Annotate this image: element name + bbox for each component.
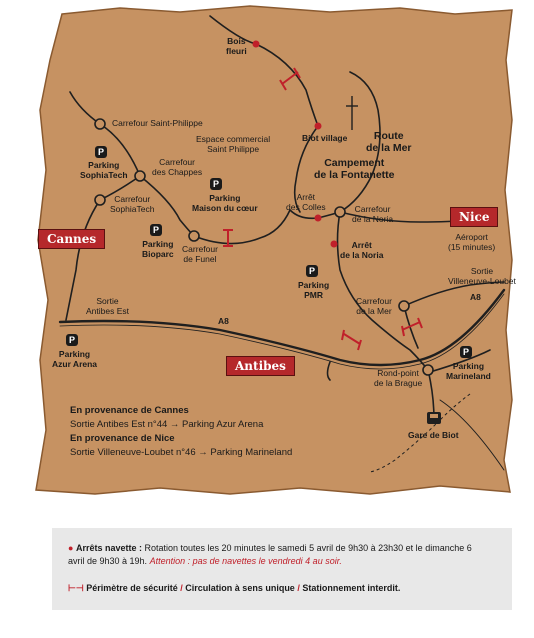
city-nice: Nice xyxy=(450,207,498,227)
legend-panel xyxy=(52,528,512,610)
label-espace-commercial: Espace commercial Saint Philippe xyxy=(196,134,271,154)
instruction-cannes-text: Sortie Antibes Est n°44 → Parking Azur Arena xyxy=(70,419,264,430)
label-route-mer: Route de la Mer xyxy=(366,130,412,154)
legend-shuttle-warning: Attention : pas de navettes le vendredi 4 au soir. xyxy=(149,556,342,566)
label-biot-village: Biot village xyxy=(302,133,348,143)
legend-shuttle-text: Rotation toutes les 20 minutes le samedi 5 avril de 9h30 à 23h30 et le xyxy=(144,543,423,553)
label-carrefour-mer: Carrefour de la Mer xyxy=(356,296,392,316)
label-sortie-antibes: Sortie Antibes Est xyxy=(86,296,129,316)
label-sortie-villeneuve: Sortie Villeneuve-Loubet xyxy=(448,266,516,286)
label-parking-marineland: Parking Marineland xyxy=(446,361,491,381)
parking-icon: P xyxy=(210,178,222,190)
label-carrefour-st-philippe: Carrefour Saint-Philippe xyxy=(112,118,203,128)
shuttle-stop-bois-fleuri xyxy=(253,41,260,48)
legend-perimeter xyxy=(68,582,508,595)
label-parking-azur-arena: Parking Azur Arena xyxy=(52,349,98,369)
label-aeroport: Aéroport (15 minutes) xyxy=(448,232,496,252)
instruction-nice-title: En provenance de Nice xyxy=(70,433,175,444)
label-campement: Campement de la Fontanette xyxy=(314,157,395,181)
label-parking-bioparc: Parking Bioparc xyxy=(142,239,174,259)
label-carrefour-funel: Carrefour de Funel xyxy=(182,244,218,264)
label-bois-fleuri: Bois fleuri xyxy=(226,36,247,56)
legend-circulation: Circulation à sens unique xyxy=(185,583,295,593)
label-arret-colles: Arrêt des Colles xyxy=(286,192,326,212)
label-a8-right: A8 xyxy=(470,292,481,302)
shuttle-stop-noria xyxy=(331,241,338,248)
label-parking-sophiatech: Parking SophiaTech xyxy=(80,160,128,180)
perimeter-marker-icon: ⊢⊣ xyxy=(68,583,84,593)
label-carrefour-noria: Carrefour de la Noria xyxy=(352,204,394,224)
label-parking-maison-coeur: Parking Maison du cœur xyxy=(192,193,258,213)
city-cannes: Cannes xyxy=(38,229,105,249)
legend-shuttle-text2: dimanche 6 avril de 9h30 à 19h. xyxy=(68,543,472,566)
shuttle-stop-biot-village xyxy=(315,123,322,130)
city-antibes: Antibes xyxy=(226,356,295,376)
label-carrefour-sophiatech: Carrefour SophiaTech xyxy=(110,194,155,214)
parking-icon: P xyxy=(150,224,162,236)
legend-shuttle xyxy=(68,542,488,568)
legend-stationnement: Stationnement interdit. xyxy=(302,583,401,593)
instruction-cannes-title: En provenance de Cannes xyxy=(70,405,189,416)
shuttle-dot-icon: ● xyxy=(68,543,74,553)
label-parking-pmr: Parking PMR xyxy=(298,280,330,300)
label-carrefour-chappes: Carrefour des Chappes xyxy=(152,157,203,177)
label-arret-noria: Arrêt de la Noria xyxy=(340,240,384,260)
legend-shuttle-title: Arrêts navette : xyxy=(75,543,142,553)
legend-sep2: / xyxy=(297,583,300,593)
label-rond-point: Rond-point de la Brague xyxy=(374,368,423,388)
parking-icon: P xyxy=(460,346,472,358)
parking-icon: P xyxy=(66,334,78,346)
legend-sep1: / xyxy=(180,583,183,593)
label-gare-biot: Gare de Biot xyxy=(408,430,459,440)
parking-icon: P xyxy=(306,265,318,277)
shuttle-stop-colles xyxy=(315,215,322,222)
instruction-nice-text: Sortie Villeneuve-Loubet n°46 → Parking Marineland xyxy=(70,447,293,458)
train-icon xyxy=(427,412,441,424)
legend-perimetre: Périmètre de sécurité xyxy=(86,583,178,593)
label-a8-left: A8 xyxy=(218,316,229,326)
parking-icon: P xyxy=(95,146,107,158)
